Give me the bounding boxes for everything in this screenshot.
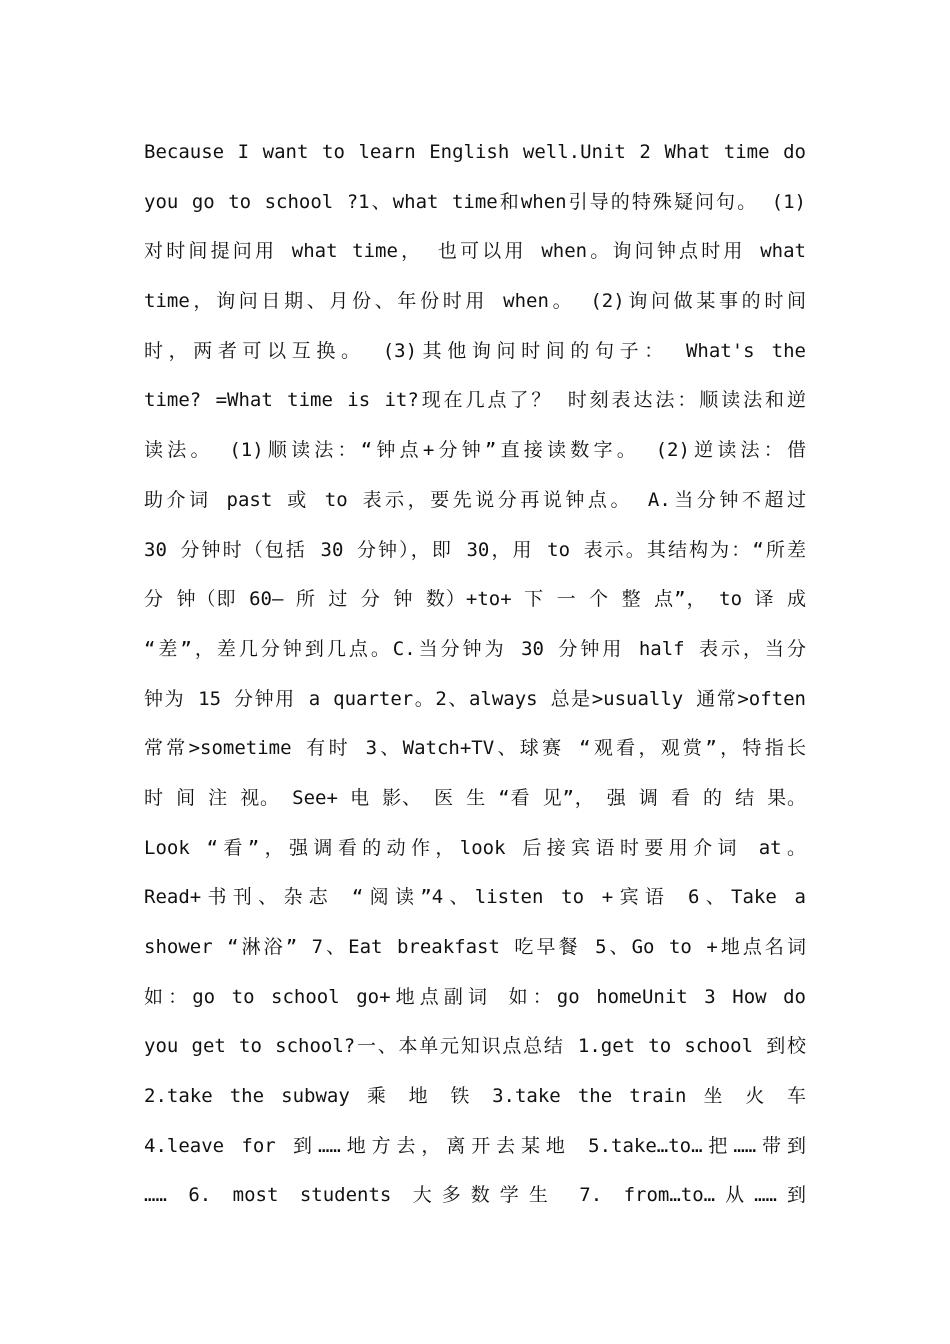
text-line-16: Read+书刊、杂志 “阅读”4、listen to +宾语 6、Take a bbox=[144, 886, 806, 909]
text-line-2: you go to school ?1、what time和when引导的特殊疑问句。 (1) bbox=[144, 190, 806, 213]
text-line-21: 4.leave for 到……地方去，离开去某地 5.take…to…把……带到 bbox=[144, 1134, 806, 1157]
text-line-19: you get to school?一、本单元知识点总结 1.get to school 到校 bbox=[144, 1035, 806, 1058]
text-line-13: 常常>sometime 有时 3、Watch+TV、球赛 “观看，观赏”，特指长 bbox=[144, 737, 806, 760]
text-line-5: 时，两者可以互换。 (3)其他询问时间的句子： What's the bbox=[144, 339, 806, 362]
text-line-9: 30 分钟时（包括 30 分钟），即 30，用 to 表示。其结构为：“所差 bbox=[144, 538, 806, 561]
document-body bbox=[144, 128, 806, 1221]
text-line-7: 读法。 (1)顺读法：“钟点+分钟”直接读数字。 (2)逆读法：借 bbox=[144, 439, 806, 462]
text-line-14: 时 间 注 视。 See+ 电 影、 医 生 “看 见”， 强 调 看 的 结 果。 bbox=[144, 786, 806, 809]
text-line-8: 助介词 past 或 to 表示，要先说分再说钟点。 A.当分钟不超过 bbox=[144, 488, 806, 511]
text-line-11: “差”，差几分钟到几点。C.当分钟为 30 分钟用 half 表示，当分 bbox=[144, 637, 806, 660]
text-line-10: 分 钟（即 60— 所 过 分 钟 数）+to+ 下 一 个 整 点”， to 译 成 bbox=[144, 588, 806, 611]
text-line-17: shower “淋浴” 7、Eat breakfast 吃早餐 5、Go to +地点名词 bbox=[144, 936, 806, 958]
text-line-22: …… 6. most students 大多数学生 7. from…to…从……到 bbox=[144, 1184, 806, 1207]
text-line-12: 钟为 15 分钟用 a quarter。2、always 总是>usually 通常>often bbox=[144, 687, 806, 710]
text-line-3: 对时间提问用 what time， 也可以用 when。询问钟点时用 what bbox=[144, 240, 806, 263]
text-line-20: 2.take the subway 乘 地 铁 3.take the train 坐 火 车 bbox=[144, 1085, 806, 1108]
text-line-1: Because I want to learn English well.Unit 2 What time do bbox=[144, 141, 806, 163]
text-line-6: time? =What time is it?现在几点了？ 时刻表达法：顺读法和逆 bbox=[144, 389, 806, 412]
text-line-15: Look “看”，强调看的动作，look 后接宾语时要用介词 at。 bbox=[144, 836, 806, 859]
text-line-4: time，询问日期、月份、年份时用 when。 (2)询问做某事的时间 bbox=[144, 290, 806, 313]
text-line-18: 如：go to school go+地点副词 如：go homeUnit 3 How do bbox=[144, 985, 806, 1008]
